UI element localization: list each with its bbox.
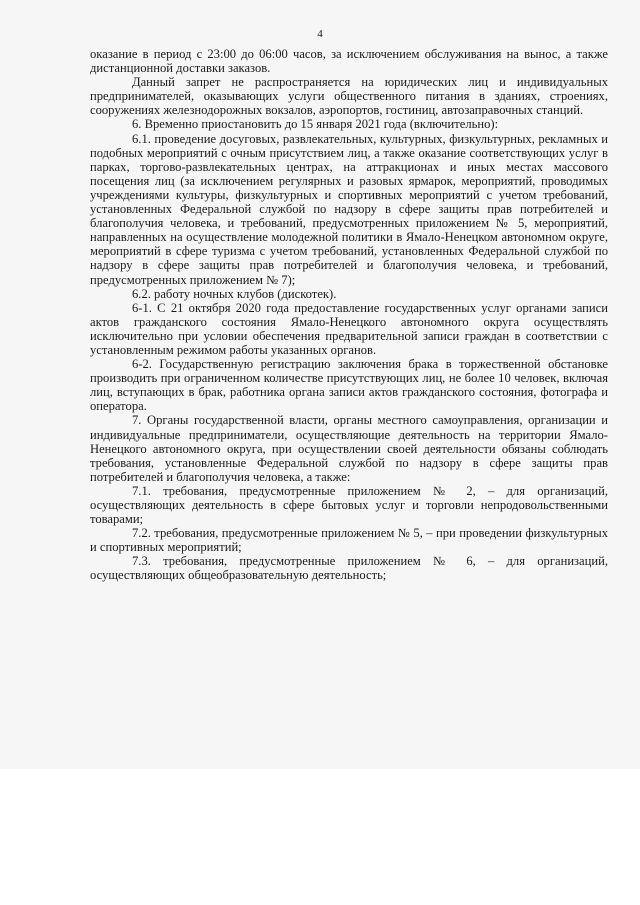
paragraph: 6. Временно приостановить до 15 января 2021 года (включительно): [132, 117, 499, 132]
paragraph: 7.1. требования, предусмотренные приложением № 2, – для организаций, осуществляющих деятельность в сфере бытовых услуг и торговли непродовольственными товарами; [90, 483, 608, 527]
paragraph: 6.2. работу ночных клубов (дискотек). [132, 286, 337, 301]
paragraph: 7.2. требования, предусмотренные приложением № 5, – при проведении физкультурных и спортивных мероприятий; [90, 526, 608, 555]
page-number: 4 [317, 28, 323, 40]
paragraph: оказание в период с 23:00 до 06:00 часов, за исключением обслуживания на вынос, а также дистанционной доставки заказов. [90, 47, 608, 76]
paragraph: 6-2. Государственную регистрацию заключения брака в торжественной обстановке производить при ограниченном количестве присутствующих лиц, не более 10 человек, включая лиц, вступающих в брак, работника органа записи актов гражданского состояния, фотографа и оператора. [90, 357, 608, 414]
document-body [90, 47, 608, 583]
paragraph: 6.1. проведение досуговых, развлекательных, культурных, физкультурных, рекламных и подобных мероприятий с очным присутствием лиц, а также оказание соответствующих услуг в парках, торгово-развлекательных центрах, на аттракционах и иных местах массового посещения лиц (за исключением регулярных и разовых ярмарок, мероприятий, проводимых учреждениями культуры, физкультурных и спортивных мероприятий с учетом требований, установленных Федеральной службой по надзору в сфере защиты прав потребителей и благополучия человека, и требований, предусмотренных приложением № 5, мероприятий, направленных на осуществление молодежной политики в Ямало-Ненецком автономном округе, мероприятий в сфере туризма с учетом требований, установленных Федеральной службой по надзору в сфере защиты прав потребителей и благополучия человека, и требований, предусмотренных приложением № 7); [90, 131, 608, 287]
paragraph: 6-1. С 21 октября 2020 года предоставление государственных услуг органами записи актов гражданского состояния Ямало-Ненецкого автономного округа осуществлять исключительно при условии обеспечения предварительной записи граждан в соответствии с установленным режимом работы указанных органов. [90, 300, 608, 357]
blank-area [0, 769, 640, 905]
paragraph: Данный запрет не распространяется на юридических лиц и индивидуальных предпринимателей, оказывающих услуги общественного питания в зданиях, строениях, сооружениях железнодорожных вокзалов, аэропортов, гостиниц, автозаправочных станций. [90, 75, 608, 118]
paragraph: 7.3. требования, предусмотренные приложением № 6, – для организаций, осуществляющих общеобразовательную деятельность; [90, 554, 608, 583]
paragraph: 7. Органы государственной власти, органы местного самоуправления, организации и индивидуальные предприниматели, осуществляющие деятельность на территории Ямало-Ненецкого автономного округа, при осуществлении своей деятельности обязаны соблюдать требования, установленные Федеральной службой по надзору в сфере защиты прав потребителей и благополучия человека, а также: [90, 413, 608, 484]
